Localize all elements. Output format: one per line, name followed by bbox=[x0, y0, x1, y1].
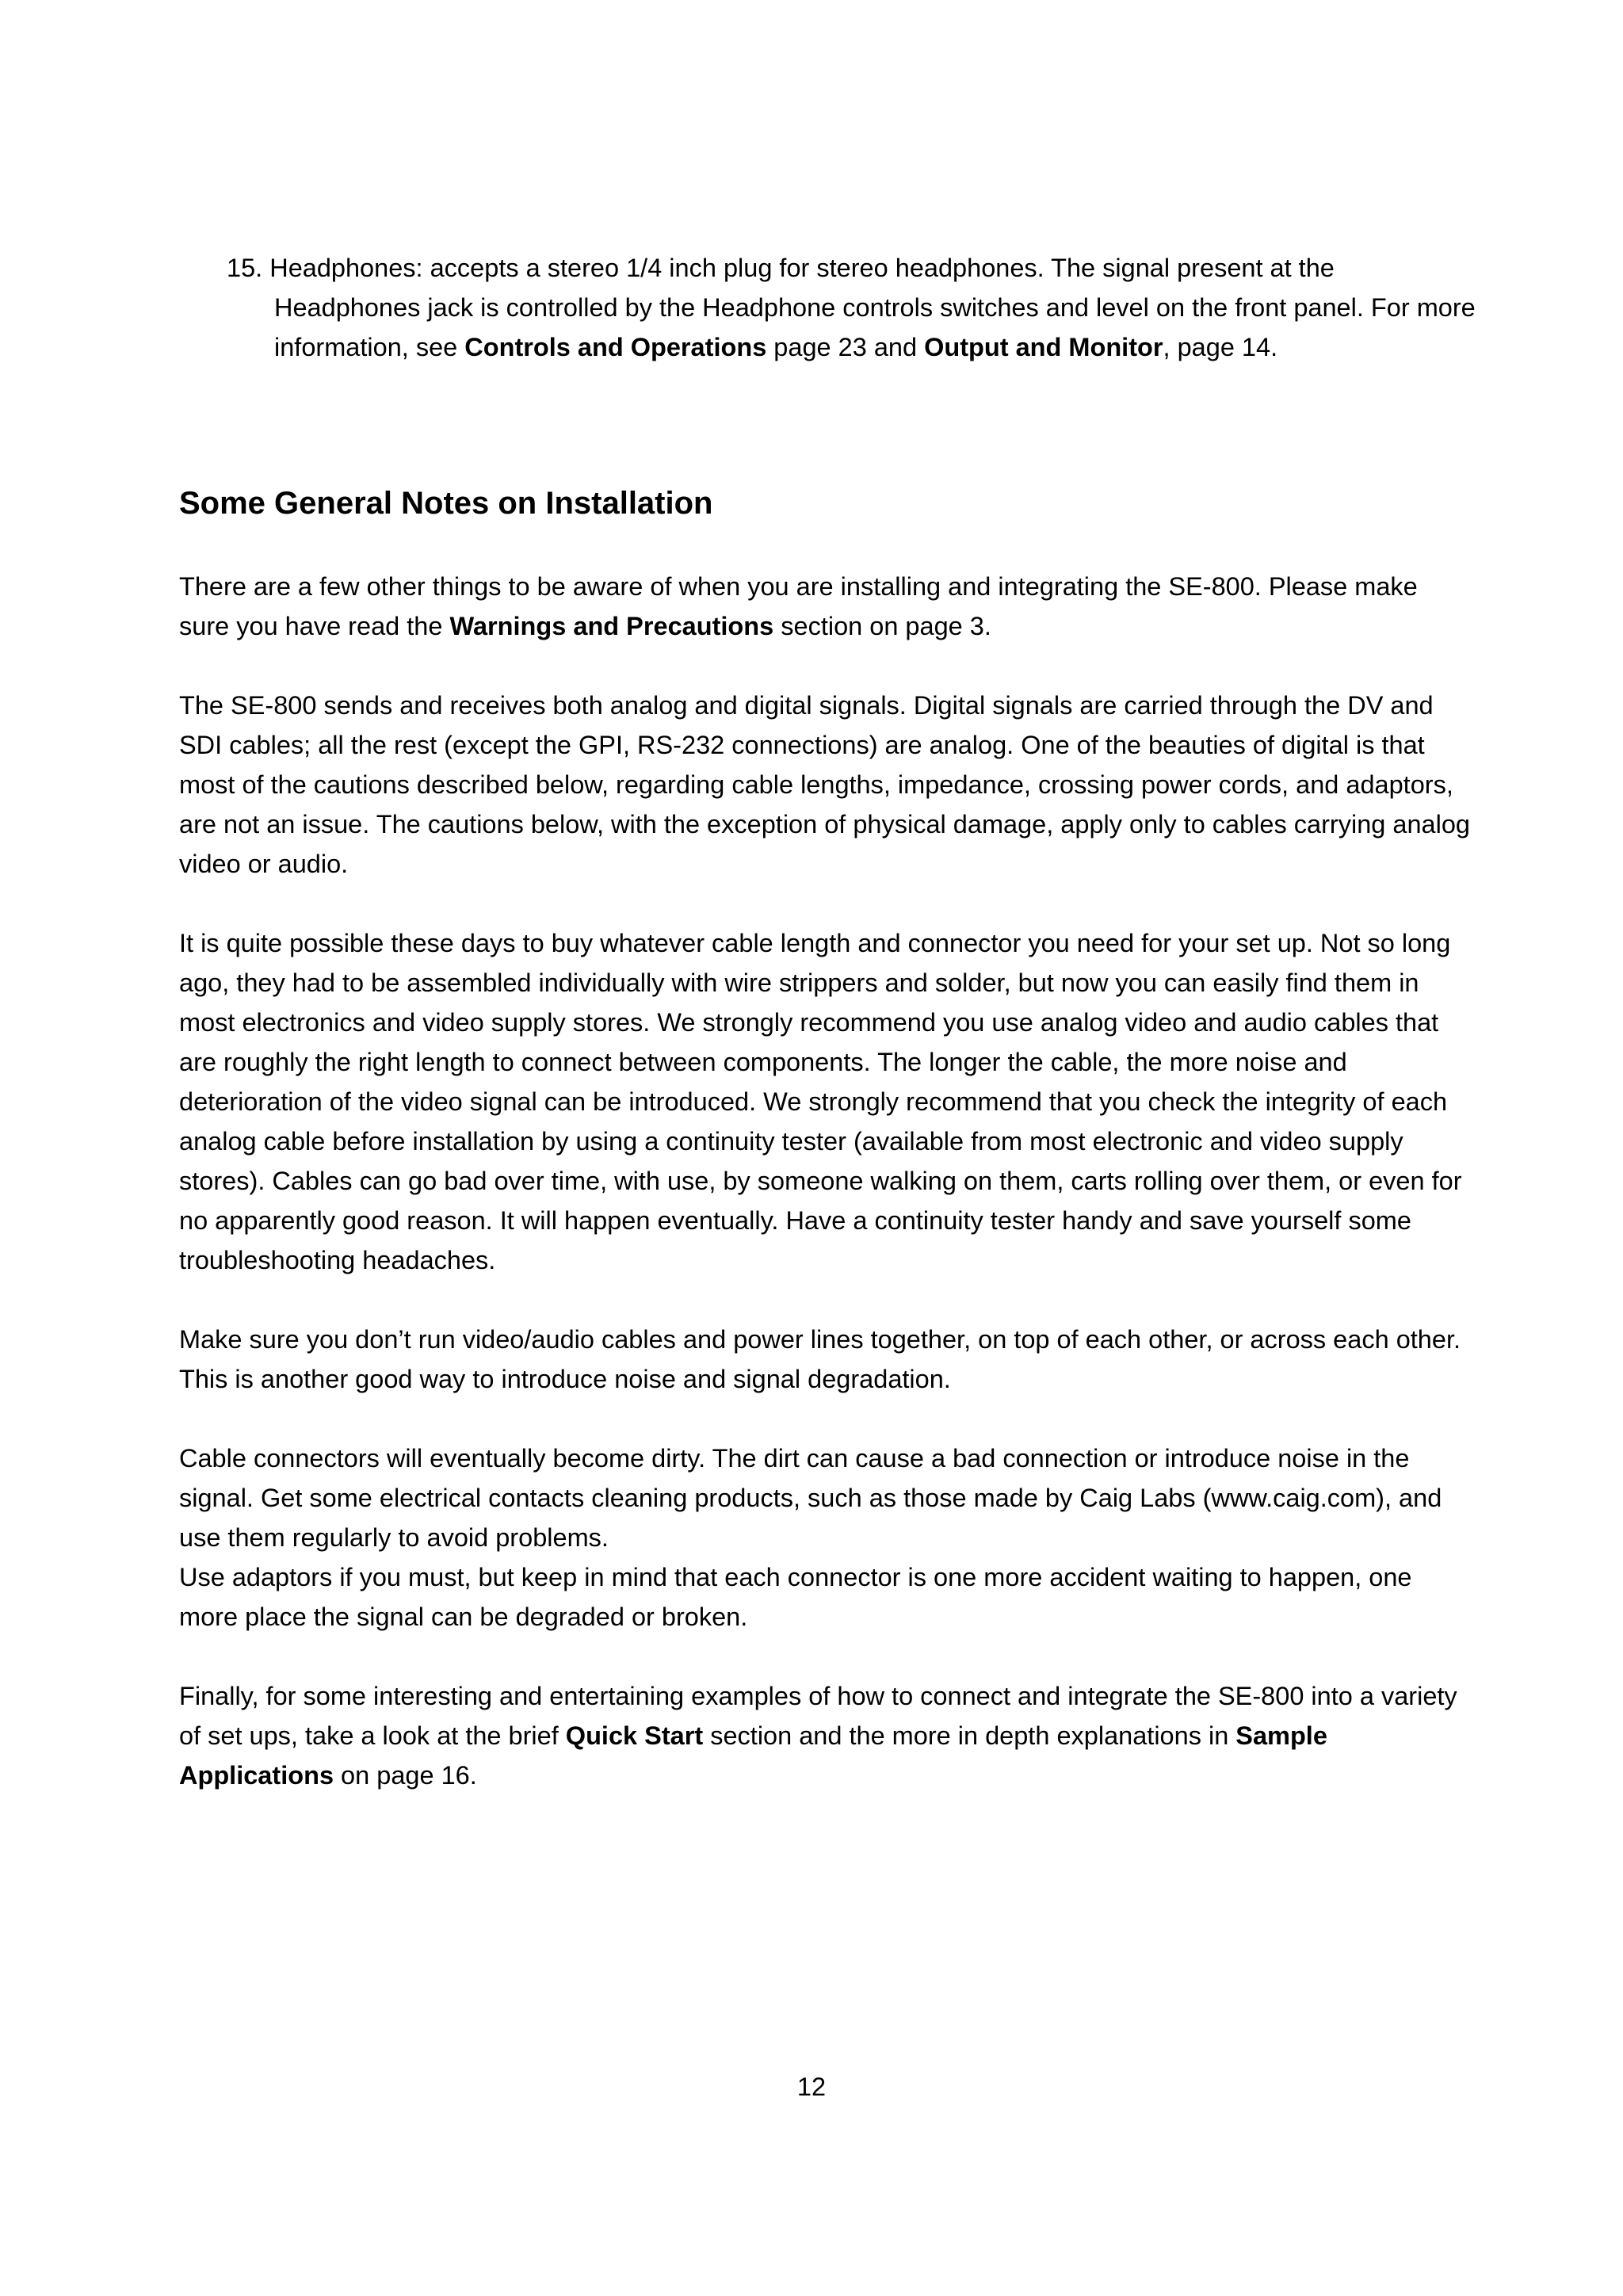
list-text: page 23 and bbox=[766, 333, 925, 361]
paragraph-text: Finally, for some interesting and entertaining examples of how to connect and integrate the SE-800 into a variety of set ups, take a look at the brief bbox=[179, 1682, 1457, 1750]
paragraph-adaptors: Use adaptors if you must, but keep in mind that each connector is one more accident waiting to happen, one more place the signal can be degraded or broken. bbox=[179, 1563, 1412, 1631]
paragraph-finally bbox=[179, 1676, 1471, 1795]
list-text: , page 14. bbox=[1163, 333, 1278, 361]
paragraph-text: section on page 3. bbox=[773, 612, 991, 640]
xref-warnings-and-precautions: Warnings and Precautions bbox=[449, 612, 774, 640]
xref-controls-and-operations: Controls and Operations bbox=[464, 333, 767, 361]
paragraph-text: There are a few other things to be aware of when you are installing and integrating the SE-800. Please make sure you have read the bbox=[179, 572, 1418, 640]
paragraph-text: on page 16. bbox=[334, 1761, 477, 1790]
xref-sample-applications: Sample Applications bbox=[179, 1721, 1327, 1790]
list-text: Headphones: accepts a stereo 1/4 inch plug for stereo headphones. The signal present at the Headphones jack is controlled by the Headphone controls switches and level on the front panel. For more information, see bbox=[262, 254, 1476, 361]
section-heading: Some General Notes on Installation bbox=[179, 486, 713, 521]
paragraph-power-lines: Make sure you don’t run video/audio cables and power lines together, on top of each other, or across each other. This is another good way to introduce noise and signal degradation. bbox=[179, 1325, 1461, 1393]
list-number: 15. bbox=[227, 254, 263, 282]
paragraph-text: section and the more in depth explanations in bbox=[703, 1721, 1236, 1750]
xref-output-and-monitor: Output and Monitor bbox=[924, 333, 1163, 361]
paragraph-cable-length: It is quite possible these days to buy whatever cable length and connector you need for your set up. Not so long ago, they had to be assembled individually with wire strippers and solder, but now you can easily find them in most electronics and video supply stores. We strongly recommend you use analog video and audio cables that are roughly the right length to connect between components. The longer the cable, the more noise and deterioration of the video signal can be introduced. We strongly recommend that you check the integrity of each analog cable before installation by using a continuity tester (available from most electronic and video supply stores). Cables can go bad over time, with use, by someone walking on them, carts rolling over them, or even for no apparently good reason. It will happen eventually. Have a continuity tester handy and save yourself some troubleshooting headaches. bbox=[179, 929, 1462, 1274]
paragraph-dirty-connectors: Cable connectors will eventually become dirty. The dirt can cause a bad connection or introduce noise in the signal. Get some electrical contacts cleaning products, such as those made by Caig Labs (www.caig.com), and use them regularly to avoid problems. bbox=[179, 1444, 1442, 1552]
paragraph-intro bbox=[179, 567, 1471, 646]
page-number: 12 bbox=[796, 2073, 827, 2101]
paragraph-analog-digital: The SE-800 sends and receives both analog and digital signals. Digital signals are carried through the DV and SDI cables; all the rest (except the GPI, RS-232 connections) are analog. One of the beauties of digital is that most of the cautions described below, regarding cable lengths, impedance, crossing power cords, and adaptors, are not an issue. The cautions below, with the exception of physical damage, apply only to cables carrying analog video or audio. bbox=[179, 691, 1470, 878]
xref-quick-start: Quick Start bbox=[565, 1721, 704, 1750]
list-item-headphones bbox=[227, 248, 1479, 367]
